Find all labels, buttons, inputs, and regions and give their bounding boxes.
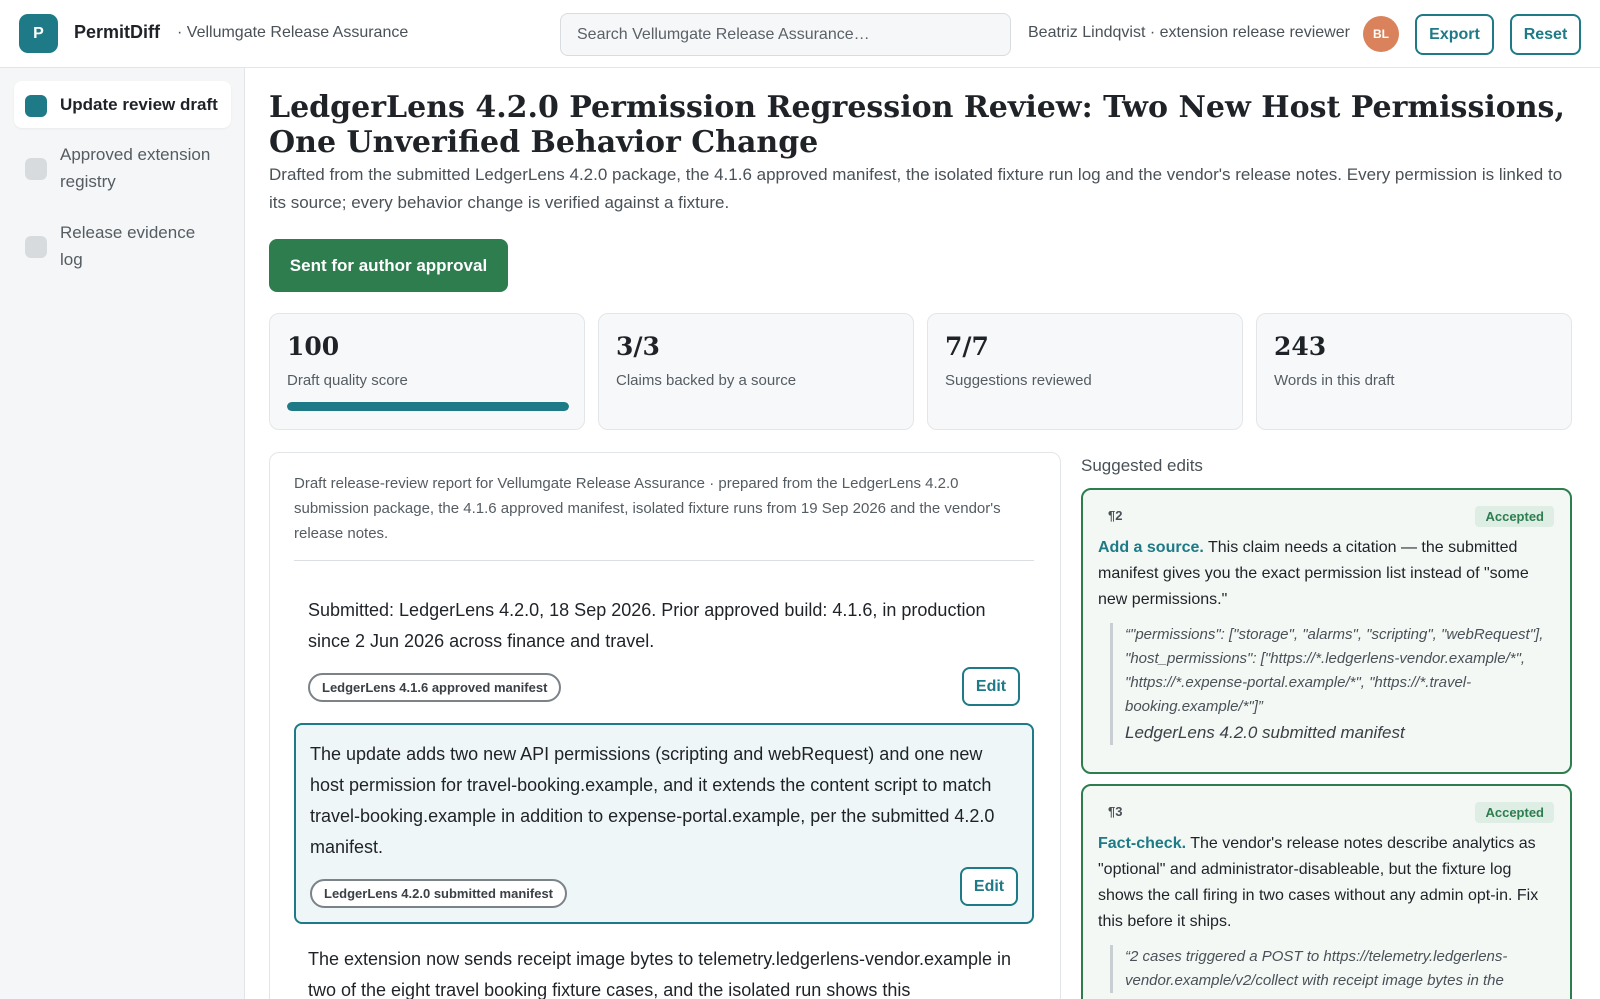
sidebar-item-label: Update review draft	[60, 95, 218, 114]
quote-text: “2 cases triggered a POST to https://telemetry.ledgerlens-vendor.example/v2/collect with receipt image bytes in the	[1125, 948, 1508, 989]
draft-paragraph-3[interactable]	[294, 930, 1034, 999]
paragraph-ref: ¶2	[1108, 508, 1123, 523]
source-pill[interactable]: LedgerLens 4.1.6 approved manifest	[308, 673, 561, 702]
suggestion-body	[1098, 535, 1555, 613]
sidebar-item-update-review-draft[interactable]	[14, 81, 231, 128]
sidebar-item-release-evidence-log[interactable]	[14, 209, 231, 283]
stat-card-suggestions	[927, 313, 1243, 430]
stat-label: Draft quality score	[287, 372, 408, 389]
sent-for-approval-button[interactable]: Sent for author approval	[269, 239, 508, 292]
stat-label: Suggestions reviewed	[945, 372, 1092, 389]
edit-button[interactable]: Edit	[960, 867, 1018, 906]
search-input[interactable]	[560, 13, 1011, 56]
main-content	[245, 68, 1600, 999]
suggestion-kind[interactable]: Fact-check.	[1098, 835, 1187, 852]
draft-paragraph-2[interactable]	[294, 723, 1034, 924]
suggestion-body	[1098, 831, 1555, 935]
registry-icon	[25, 158, 47, 180]
source-quote	[1110, 623, 1555, 745]
paragraph-text: The extension now sends receipt image bytes to telemetry.ledgerlens-vendor.example in two of the eight travel booking fixture cases, and the isolated run shows this	[308, 949, 1012, 999]
stat-value: 243	[1274, 332, 1327, 361]
quote-source: LedgerLens 4.2.0 submitted manifest	[1125, 723, 1405, 742]
suggestion-text: This claim needs a citation — the submitted manifest gives you the exact permission list instead of "some new permissions."	[1098, 539, 1529, 608]
status-badge: Accepted	[1475, 506, 1554, 527]
suggested-edits-heading: Suggested edits	[1081, 456, 1203, 475]
page-title: LedgerLens 4.2.0 Permission Regression Review: Two New Host Permissions, One Unverified Behavior Change	[269, 90, 1565, 160]
quality-progress-bar	[287, 402, 569, 411]
reset-button[interactable]: Reset	[1510, 14, 1581, 55]
stat-card-quality	[269, 313, 585, 430]
source-quote	[1110, 945, 1555, 993]
suggestion-card[interactable]	[1081, 784, 1572, 999]
page-subtitle: Drafted from the submitted LedgerLens 4.2.0 package, the 4.1.6 approved manifest, the isolated fixture run log and the vendor's release notes. Every permission is linked to its source; every behavior change is verified against a fixture.	[269, 165, 1563, 212]
user-label: Beatriz Lindqvist · extension release reviewer	[1028, 24, 1350, 41]
edit-button[interactable]: Edit	[962, 667, 1020, 706]
stat-card-claims	[598, 313, 914, 430]
draft-panel	[269, 452, 1061, 999]
paragraph-text: The update adds two new API permissions (scripting and webRequest) and one new host permission for travel-booking.example, and it extends the content script to match travel-booking.example in addition to expense-portal.example, per the submitted 4.2.0 manifest.	[310, 744, 995, 857]
quality-progress-fill	[287, 402, 569, 411]
sidebar-item-approved-extension-registry[interactable]	[14, 131, 231, 205]
stat-value: 100	[287, 332, 340, 361]
suggestion-kind[interactable]: Add a source.	[1098, 539, 1204, 556]
draft-paragraph-1[interactable]	[294, 581, 1034, 716]
org-name: · Vellumgate Release Assurance	[177, 24, 409, 41]
source-pill[interactable]: LedgerLens 4.2.0 submitted manifest	[310, 879, 567, 908]
stat-value: 7/7	[945, 332, 989, 361]
draft-icon	[25, 95, 47, 117]
app-logo[interactable]: P	[19, 14, 58, 53]
stat-value: 3/3	[616, 332, 660, 361]
paragraph-ref: ¶3	[1108, 804, 1123, 819]
draft-intro: Draft release-review report for Vellumgate Release Assurance · prepared from the LedgerLens 4.2.0 submission package, the 4.1.6 approved manifest, isolated fixture runs from 19 Sep 2026 and the vendor's release notes.	[294, 471, 1034, 561]
stat-label: Claims backed by a source	[616, 372, 797, 389]
sidebar	[0, 68, 245, 999]
suggestion-card[interactable]	[1081, 488, 1572, 774]
top-bar	[0, 0, 1600, 68]
export-button[interactable]: Export	[1415, 14, 1494, 55]
sidebar-item-label: Release evidence log	[60, 223, 196, 269]
sidebar-item-label: Approved extension registry	[60, 145, 211, 191]
evidence-log-icon	[25, 236, 47, 258]
paragraph-text: Submitted: LedgerLens 4.2.0, 18 Sep 2026. Prior approved build: 4.1.6, in production since 2 Jun 2026 across finance and travel.	[308, 600, 986, 651]
stat-label: Words in this draft	[1274, 372, 1395, 389]
avatar[interactable]: BL	[1363, 16, 1399, 52]
quote-text: “"permissions": ["storage", "alarms", "scripting", "webRequest"], "host_permissions": ["https://*.ledgerlens-vendor.example/*", "https://*.expense-portal.example/*", "https://*.travel-booking.example/*"]”	[1125, 626, 1544, 715]
app-name: PermitDiff	[74, 22, 161, 42]
stat-card-words	[1256, 313, 1572, 430]
status-badge: Accepted	[1475, 802, 1554, 823]
suggestion-text: The vendor's release notes describe analytics as "optional" and administrator-disableable, but the fixture log shows the call firing in two cases without any admin opt-in. Fix this before it ships.	[1098, 835, 1539, 930]
